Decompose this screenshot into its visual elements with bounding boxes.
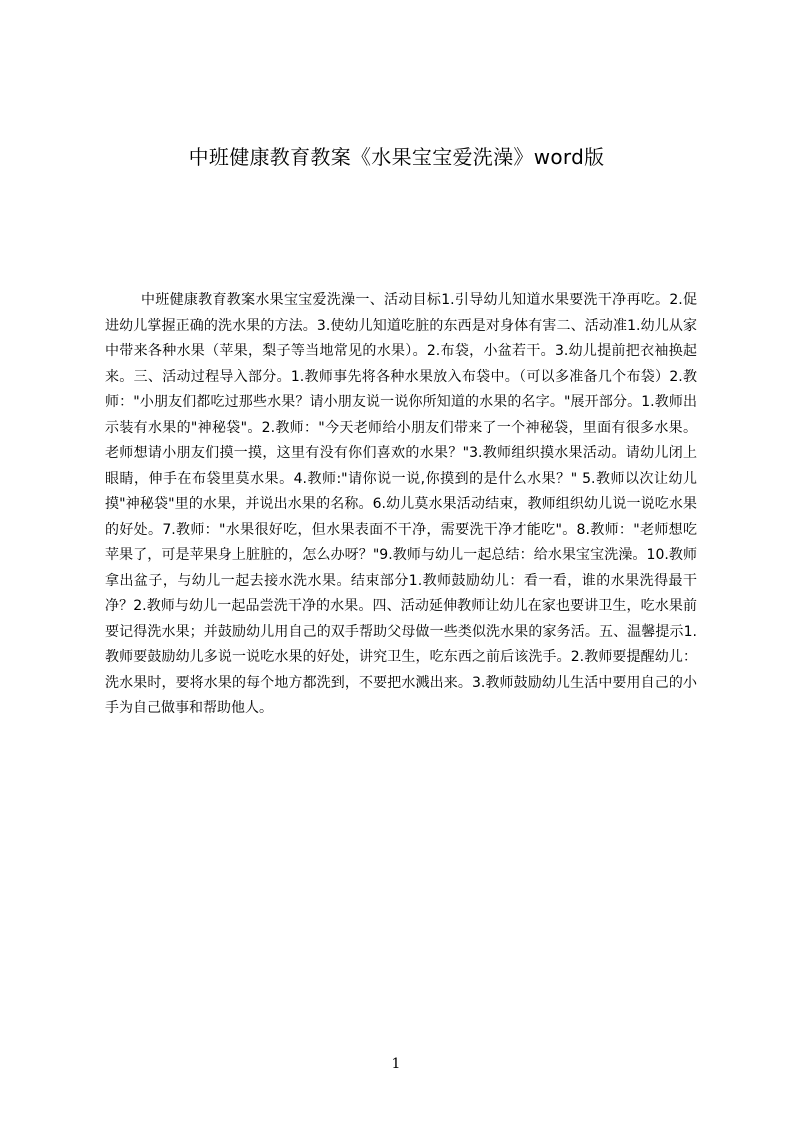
document-title: 中班健康教育教案《水果宝宝爱洗澡》word版	[188, 145, 605, 169]
page-number: 1	[391, 1056, 401, 1072]
document-body-paragraph: 中班健康教育教案水果宝宝爱洗澡一、活动目标1.引导幼儿知道水果要洗干净再吃。2.促进幼儿掌握正确的洗水果的方法。3.使幼儿知道吃脏的东西是对身体有害二、活动准1.幼儿从家中带来各种水果（苹果，梨子等当地常见的水果）。2.布袋，小盆若干。3.幼儿提前把衣袖换起来。三、活动过程导入部分。1.教师事先将各种水果放入布袋中。（可以多准备几个布袋）2.教师："小朋友们都吃过那些水果？请小朋友说一说你所知道的水果的名字。"展开部分。1.教师出示装有水果的"神秘袋"。2.教师："今天老师给小朋友们带来了一个神秘袋，里面有很多水果。老师想请小朋友们摸一摸，这里有没有你们喜欢的水果？"3.教师组织摸水果活动。请幼儿闭上眼睛，伸手在布袋里莫水果。4.教师:"请你说一说,你摸到的是什么水果？" 5.教师以次让幼儿摸"神秘袋"里的水果，并说出水果的名称。6.幼儿莫水果活动结束，教师组织幼儿说一说吃水果的好处。7.教师："水果很好吃，但水果表面不干净，需要洗干净才能吃"。8.教师："老师想吃苹果了，可是苹果身上脏脏的，怎么办呀？"9.教师与幼儿一起总结：给水果宝宝洗澡。10.教师拿出盆子，与幼儿一起去接水洗水果。结束部分1.教师鼓励幼儿：看一看，谁的水果洗得最干净？2.教师与幼儿一起品尝洗干净的水果。四、活动延伸教师让幼儿在家也要讲卫生，吃水果前要记得洗水果；并鼓励幼儿用自己的双手帮助父母做一些类似洗水果的家务活。五、温馨提示1.教师要鼓励幼儿多说一说吃水果的好处，讲究卫生，吃东西之前后该洗手。2.教师要提醒幼儿：洗水果时，要将水果的每个地方都洗到，不要把水溅出来。3.教师鼓励幼儿生活中要用自己的小手为自己做事和帮助他人。	[105, 292, 697, 716]
